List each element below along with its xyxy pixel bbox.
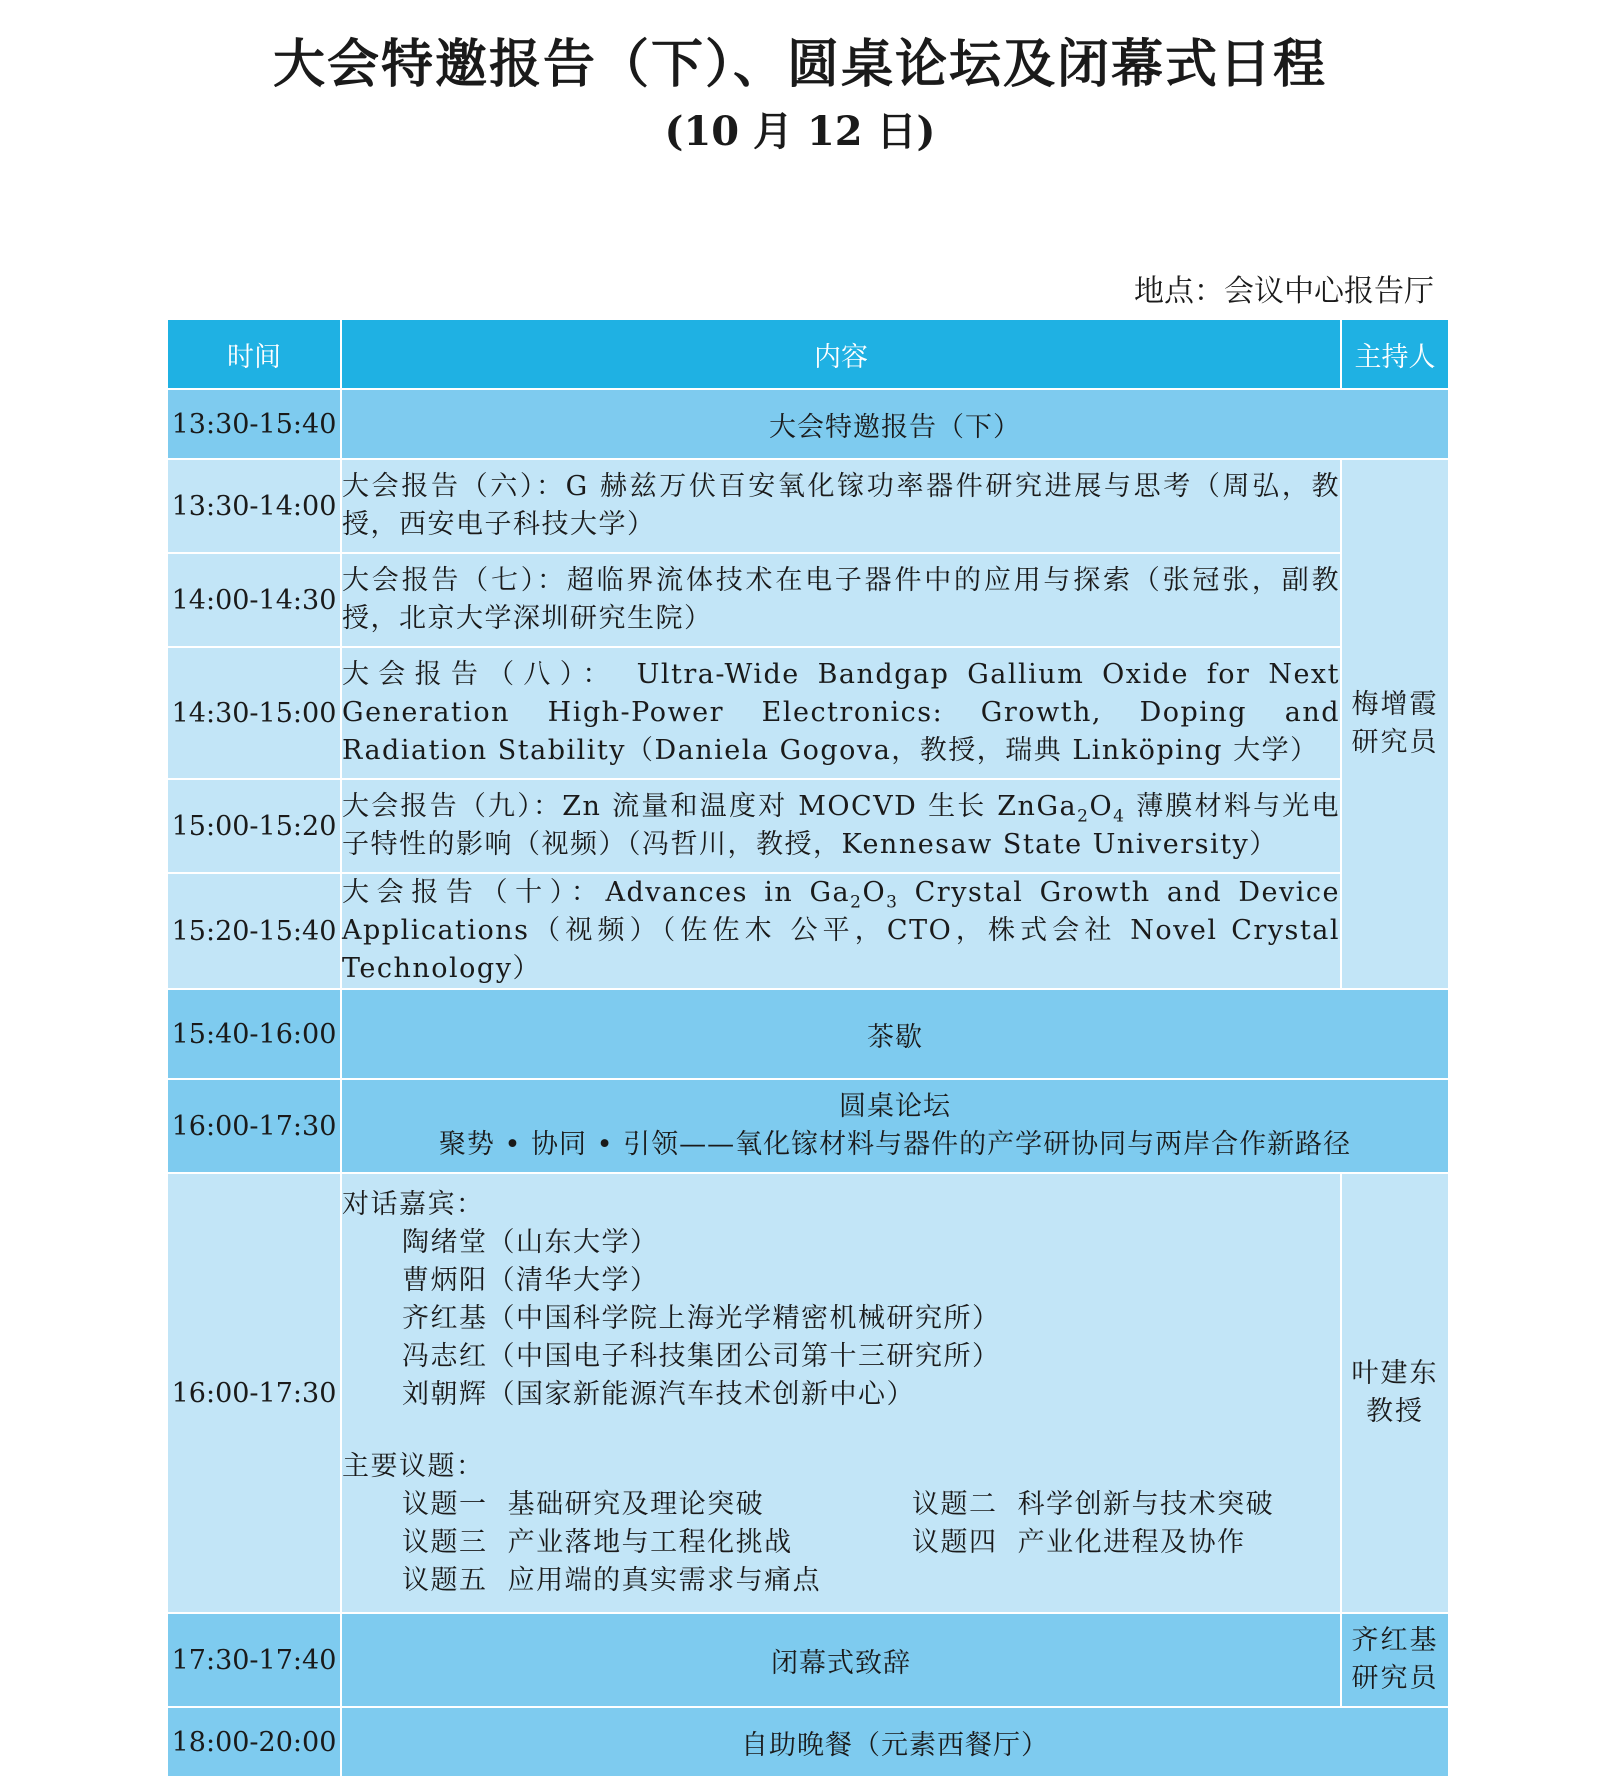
host-cell xyxy=(1341,1613,1449,1707)
table-row xyxy=(167,459,1449,553)
guest-item: 陶绪堂（山东大学） xyxy=(402,1227,659,1258)
topic-item: 议题一 基础研究及理论突破 xyxy=(402,1489,765,1520)
host-name: 梅增霞 xyxy=(1351,689,1439,720)
talk-description xyxy=(341,873,1341,989)
host-name: 叶建东 xyxy=(1351,1358,1439,1389)
page-date: (10 月 12 日) xyxy=(664,108,936,155)
page-title: 大会特邀报告（下）、圆桌论坛及闭幕式日程 xyxy=(272,35,1327,95)
host-title: 研究员 xyxy=(1351,727,1439,758)
section-row-keynote xyxy=(167,389,1449,459)
talk-text-part: 薄膜材料与光电子特性的影响（视频）（冯哲川，教授，Kennesaw State University） xyxy=(342,791,1340,860)
row-time: 15:00-15:20 xyxy=(167,779,341,873)
talk-description: 大会报告（七）：超临界流体技术在电子器件中的应用与探索（张冠张，副教授，北京大学深圳研究生院） xyxy=(341,553,1341,647)
topic-item: 议题三 产业落地与工程化挑战 xyxy=(402,1527,793,1558)
row-time: 13:30-15:40 xyxy=(167,389,341,459)
table-row xyxy=(167,779,1449,873)
section-title: 自助晚餐（元素西餐厅） xyxy=(341,1707,1449,1777)
row-time: 17:30-17:40 xyxy=(167,1613,341,1707)
section-row-forum xyxy=(167,1079,1449,1173)
guest-item: 冯志红（中国电子科技集团公司第十三研究所） xyxy=(402,1341,1001,1372)
row-time: 16:00-17:30 xyxy=(167,1079,341,1173)
talk-text-part: 大会报告（九）：Zn 流量和温度对 MOCVD 生长 ZnGa xyxy=(342,791,1078,822)
row-time: 13:30-14:00 xyxy=(167,459,341,553)
table-row xyxy=(167,647,1449,779)
row-time: 16:00-17:30 xyxy=(167,1173,341,1613)
talk-text-part: Crystal Growth and Device Applications（视频）（佐佐木 公平，CTO，株式会社 Novel Crystal Technology） xyxy=(342,877,1340,984)
column-header-time: 时间 xyxy=(167,319,341,389)
topics-grid xyxy=(342,1486,1340,1600)
subscript: 2 xyxy=(1077,806,1090,827)
subscript: 4 xyxy=(1113,806,1126,827)
section-row-dinner xyxy=(167,1707,1449,1777)
host-cell xyxy=(1341,459,1449,989)
table-header-row xyxy=(167,319,1449,389)
subscript: 3 xyxy=(886,892,899,913)
table-row-forum-detail xyxy=(167,1173,1449,1613)
talk-text-part: O xyxy=(862,877,887,908)
talk-description: 大会报告（八）： Ultra-Wide Bandgap Gallium Oxide for Next Generation High-Power Electronics: Growth, Doping and Radiation Stability（Daniela Gogova，教授，瑞典 Linköping 大学） xyxy=(341,647,1341,779)
subscript: 2 xyxy=(850,892,863,913)
column-header-content: 内容 xyxy=(341,319,1341,389)
topic-item: 议题二 科学创新与技术突破 xyxy=(912,1489,1275,1520)
host-name: 齐红基 xyxy=(1351,1625,1439,1656)
forum-title: 圆桌论坛 xyxy=(839,1091,951,1122)
host-title: 教授 xyxy=(1366,1396,1424,1427)
schedule-table xyxy=(166,318,1450,1778)
table-row xyxy=(167,553,1449,647)
talk-description: 大会报告（六）：G 赫兹万伏百安氧化镓功率器件研究进展与思考（周弘，教授，西安电子科技大学） xyxy=(341,459,1341,553)
guests-label: 对话嘉宾： xyxy=(342,1189,485,1220)
talk-text-part: 大会报告（十）：Advances in Ga xyxy=(342,877,851,908)
section-row-closing xyxy=(167,1613,1449,1707)
talk-description xyxy=(341,779,1341,873)
host-cell xyxy=(1341,1173,1449,1613)
row-time: 14:00-14:30 xyxy=(167,553,341,647)
row-time: 15:20-15:40 xyxy=(167,873,341,989)
talk-text-part: O xyxy=(1089,791,1114,822)
topic-item: 议题五 应用端的真实需求与痛点 xyxy=(402,1565,822,1596)
guest-item: 曹炳阳（清华大学） xyxy=(402,1265,659,1296)
topics-label: 主要议题： xyxy=(342,1451,485,1482)
guest-item: 刘朝辉（国家新能源汽车技术创新中心） xyxy=(402,1379,915,1410)
column-header-host: 主持人 xyxy=(1341,319,1449,389)
section-title xyxy=(341,1079,1449,1173)
host-title: 研究员 xyxy=(1351,1663,1439,1694)
section-title: 大会特邀报告（下） xyxy=(341,389,1449,459)
forum-details xyxy=(341,1173,1341,1613)
row-time: 15:40-16:00 xyxy=(167,989,341,1079)
guest-item: 齐红基（中国科学院上海光学精密机械研究所） xyxy=(402,1303,1001,1334)
table-row xyxy=(167,873,1449,989)
row-time: 18:00-20:00 xyxy=(167,1707,341,1777)
topic-item: 议题四 产业化进程及协作 xyxy=(912,1527,1246,1558)
forum-subtitle: 聚势 • 协同 • 引领——氧化镓材料与器件的产学研协同与两岸合作新路径 xyxy=(438,1129,1352,1160)
section-title: 茶歇 xyxy=(341,989,1449,1079)
venue-location: 地点：会议中心报告厅 xyxy=(1134,274,1434,309)
row-time: 14:30-15:00 xyxy=(167,647,341,779)
section-title: 闭幕式致辞 xyxy=(341,1613,1341,1707)
section-row-break xyxy=(167,989,1449,1079)
